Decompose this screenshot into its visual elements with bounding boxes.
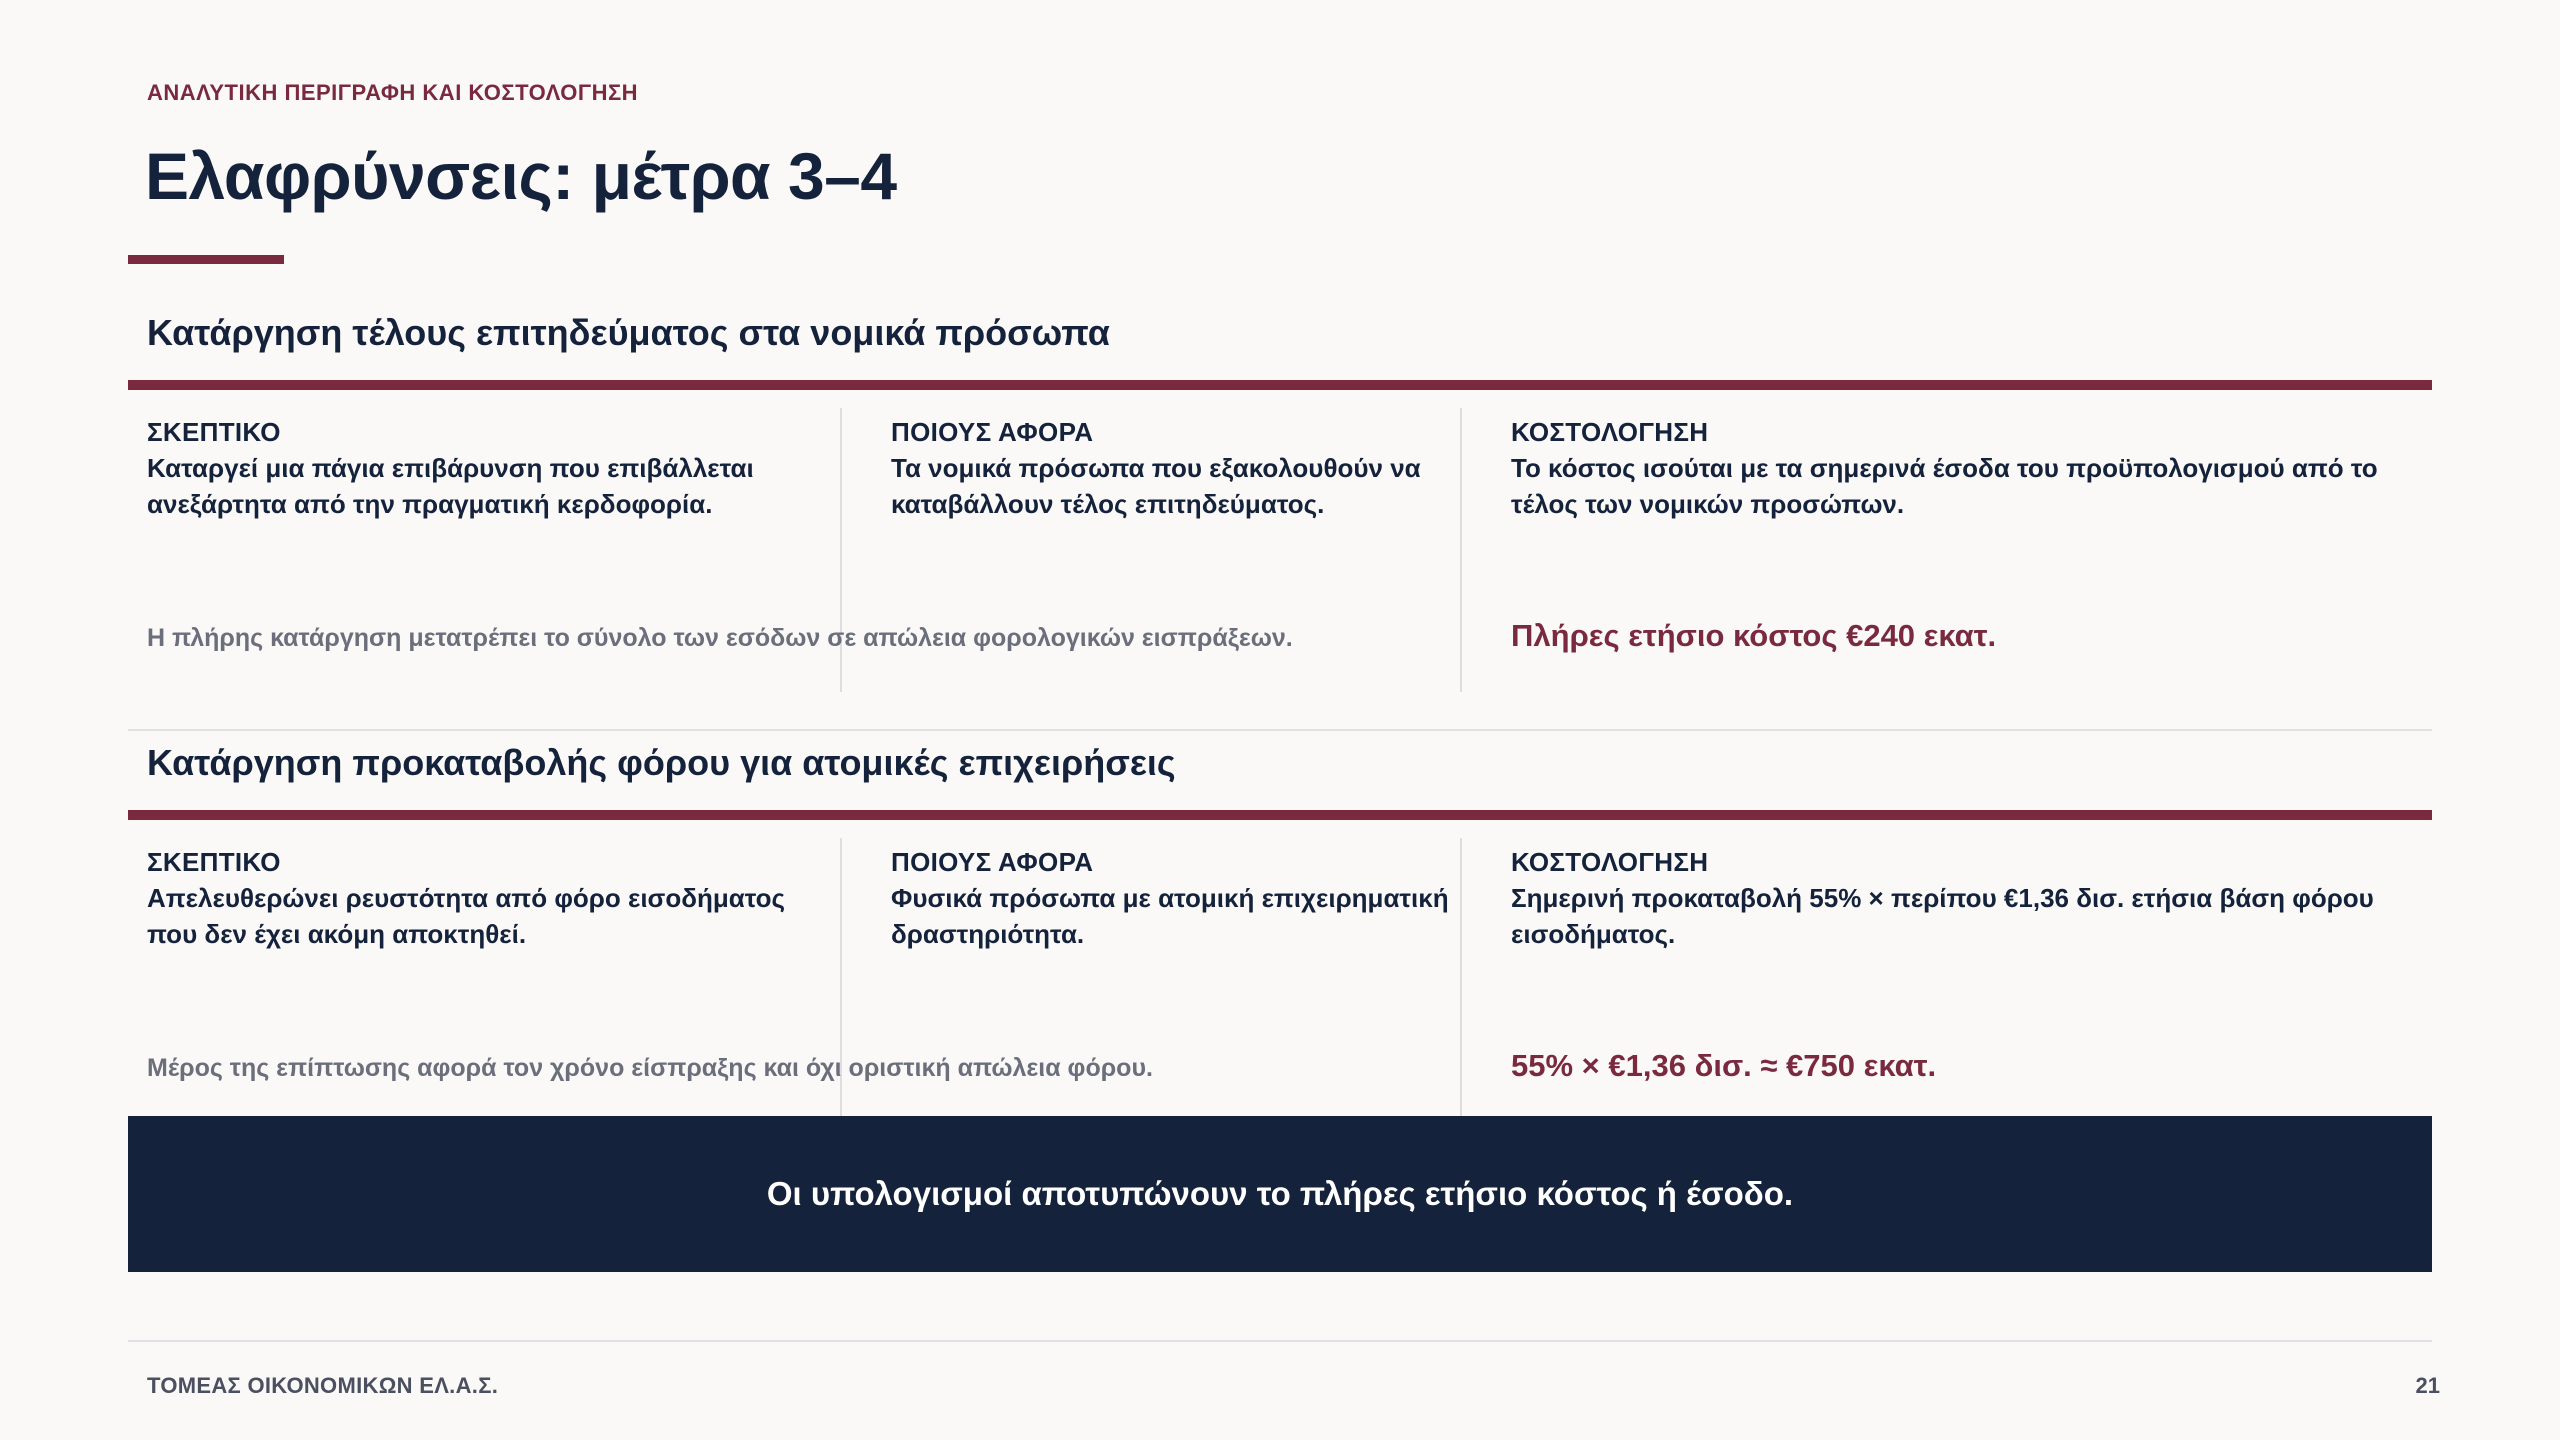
summary-banner-text: Οι υπολογισμοί αποτυπώνουν το πλήρες ετήσιο κόστος ή έσοδο. (766, 1175, 1794, 1212)
column-text: Το κόστος ισούται με τα σημερινά έσοδα του προϋπολογισμού από το τέλος των νομικών προσώπων. (1511, 453, 2378, 519)
cost-figure: 55% × €1,36 δισ. ≈ €750 εκατ. (1511, 1048, 1937, 1083)
column-divider (1460, 408, 1462, 692)
page-title: Ελαφρύνσεις: μέτρα 3–4 (145, 139, 897, 213)
eyebrow-label: ΑΝΑΛΥΤΙΚΗ ΠΕΡΙΓΡΑΦΗ ΚΑΙ ΚΟΣΤΟΛΟΓΗΣΗ (147, 80, 639, 105)
column-text: Τα νομικά πρόσωπα που εξακολουθούν να καταβάλλουν τέλος επιτηδεύματος. (891, 453, 1421, 519)
column-label: ΠΟΙΟΥΣ ΑΦΟΡΑ (891, 847, 1094, 877)
column-audience (891, 844, 1451, 952)
column-label: ΣΚΕΠΤΙΚΟ (147, 847, 281, 877)
footer-rule (128, 1340, 2432, 1342)
column-rationale (147, 844, 827, 952)
page-number: 21 (2415, 1373, 2440, 1398)
section-note: Η πλήρης κατάργηση μετατρέπει το σύνολο των εσόδων σε απώλεια φορολογικών εισπράξεων. (147, 624, 1293, 652)
column-text: Σημερινή προκαταβολή 55% × περίπου €1,36 δισ. ετήσια βάση φόρου εισοδήματος. (1511, 883, 2374, 949)
column-label: ΠΟΙΟΥΣ ΑΦΟΡΑ (891, 417, 1094, 447)
column-label: ΣΚΕΠΤΙΚΟ (147, 417, 281, 447)
summary-banner (128, 1116, 2432, 1272)
section-heading: Κατάργηση τέλους επιτηδεύματος στα νομικά πρόσωπα (147, 312, 1110, 353)
column-text: Απελευθερώνει ρευστότητα από φόρο εισοδήματος που δεν έχει ακόμη αποκτηθεί. (147, 883, 786, 949)
column-costing (1511, 414, 2431, 522)
section-rule (128, 380, 2432, 390)
cost-figure: Πλήρες ετήσιο κόστος €240 εκατ. (1511, 618, 1997, 653)
footer-organization: ΤΟΜΕΑΣ ΟΙΚΟΝΟΜΙΚΩΝ ΕΛ.Α.Σ. (147, 1373, 499, 1398)
measure-section-2 (128, 730, 2432, 1116)
column-audience (891, 414, 1451, 522)
column-text: Φυσικά πρόσωπα με ατομική επιχειρηματική δραστηριότητα. (891, 883, 1449, 949)
measure-section-1 (128, 300, 2432, 700)
column-divider (1460, 838, 1462, 1116)
column-label: ΚΟΣΤΟΛΟΓΗΣΗ (1511, 417, 1709, 447)
section-rule (128, 810, 2432, 820)
title-accent-rule (128, 255, 284, 264)
column-rationale (147, 414, 827, 522)
section-note: Μέρος της επίπτωσης αφορά τον χρόνο είσπραξης και όχι οριστική απώλεια φόρου. (147, 1054, 1153, 1082)
column-costing (1511, 844, 2431, 952)
section-heading: Κατάργηση προκαταβολής φόρου για ατομικές επιχειρήσεις (147, 742, 1176, 783)
column-text: Καταργεί μια πάγια επιβάρυνση που επιβάλλεται ανεξάρτητα από την πραγματική κερδοφορία. (147, 453, 754, 519)
column-label: ΚΟΣΤΟΛΟΓΗΣΗ (1511, 847, 1709, 877)
